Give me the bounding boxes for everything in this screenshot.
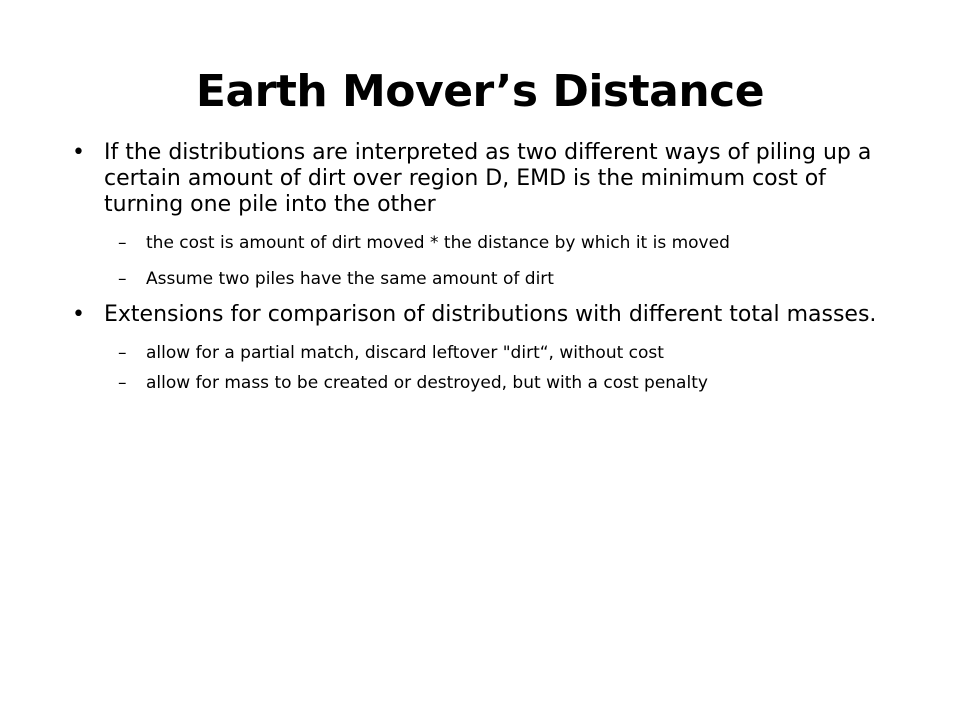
sub-bullet-marker: – (118, 269, 127, 289)
sub-bullet-text: the cost is amount of dirt moved * the distance by which it is moved (146, 233, 730, 253)
sub-bullet-text: allow for mass to be created or destroyed, but with a cost penalty (146, 373, 708, 393)
sub-bullet-marker: – (118, 233, 127, 253)
sub-bullet-item (72, 342, 892, 364)
bullet-marker: • (72, 140, 85, 165)
sub-bullet-item (72, 268, 892, 290)
sub-bullet-item (72, 232, 892, 254)
bullet-marker: • (72, 302, 85, 327)
bullet-item (72, 302, 892, 328)
bullet-text: Extensions for comparison of distributions with different total masses. (104, 302, 877, 327)
sub-bullet-text: allow for a partial match, discard leftover "dirt“, without cost (146, 343, 664, 363)
slide-title: Earth Mover’s Distance (195, 66, 765, 117)
bullet-text: If the distributions are interpreted as two different ways of piling up a certain amount of dirt over region D, EMD is the minimum cost of turning one pile into the other (104, 140, 872, 217)
slide-content (72, 140, 892, 394)
sub-bullet-marker: – (118, 373, 127, 393)
sub-bullet-text: Assume two piles have the same amount of dirt (146, 269, 554, 289)
sub-bullet-marker: – (118, 343, 127, 363)
bullet-item (72, 140, 892, 218)
sub-bullet-item (72, 372, 892, 394)
